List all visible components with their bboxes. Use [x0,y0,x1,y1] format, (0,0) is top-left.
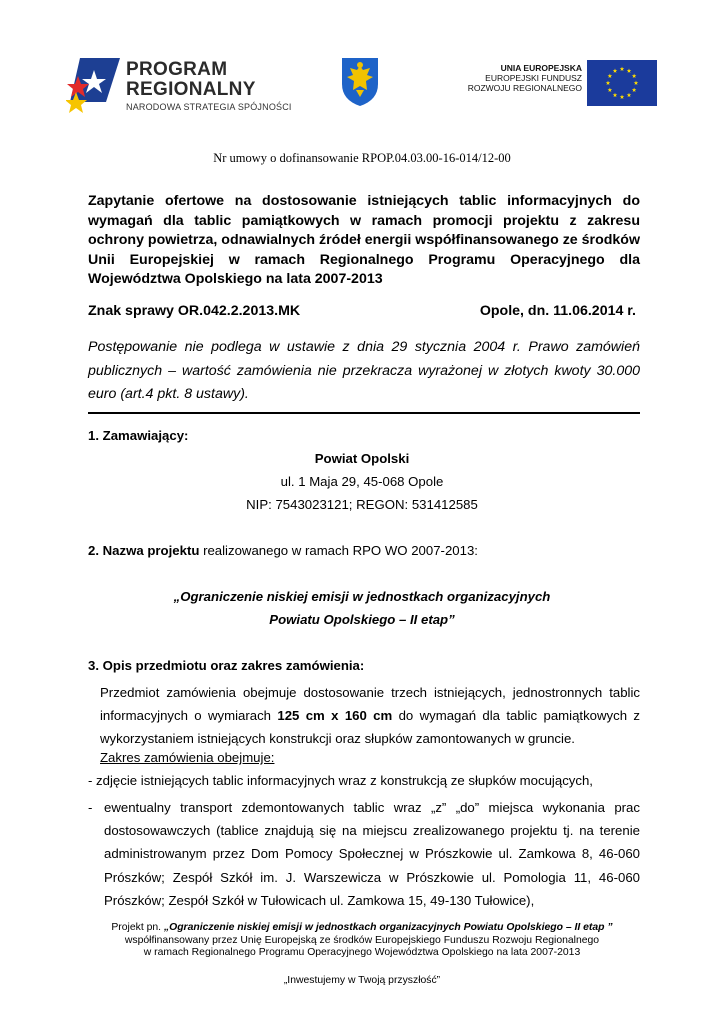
footer-line3: w ramach Regionalnego Programu Operacyjnego Województwa Opolskiego na lata 2007-2013 [143,947,581,959]
logo-line-strategy: NARODOWA STRATEGIA SPÓJNOŚCI [126,102,292,112]
eu-line-fund: EUROPEJSKI FUNDUSZ [485,73,582,83]
section3-paragraph-part2: do wymagań dla tablic pamiątkowych z wykorzystaniem istniejących konstrukcji oraz słupków zamontowanych w gruncie. [100,708,640,747]
procedure-note: Postępowanie nie podlega w ustawie z dnia 29 stycznia 2004 r. Prawo zamówień publicznych – wartość zamówienia nie przekracza wyrażonej w złotych kwoty 30.000 euro (art.4 pkt. 8 ustawy). [88,339,640,402]
eu-line-union: UNIA EUROPEJSKA [500,63,582,73]
document-title: Zapytanie ofertowe na dostosowanie istniejących tablic informacyjnych do wymagań dla tablic pamiątkowych w ramach promocji projektu z zakresu ochrony powietrza, odnawialnych źródeł energii współfinansowanego ze środków Unii Europejskiej w ramach Regionalnego Programu Operacyjnego dla Województwa Opolskiego na lata 2007-2013 [88,193,640,288]
eu-flag-icon [587,60,657,106]
logo-line-program: PROGRAM [126,59,228,80]
case-reference: Znak sprawy OR.042.2.2013.MK [88,303,301,319]
program-regionalny-logo [66,52,326,118]
contract-number: Nr umowy o dofinansowanie RPOP.04.03.00-16-014/12-00 [213,151,511,165]
ordering-party-address: ul. 1 Maja 29, 45-068 Opole [280,474,444,489]
section3-paragraph-part1: Przedmiot zamówienia obejmuje dostosowanie trzech istniejących, jednostronnych tablic informacyjnych o wymiarach [100,685,640,724]
section2-heading [88,543,478,558]
project-title-line2: Powiatu Opolskiego – II etap” [269,612,455,627]
section3-dimensions: 125 cm x 160 cm [277,708,393,724]
project-title-line1: „Ograniczenie niskiej emisji w jednostkach organizacyjnych [173,589,551,604]
place-date: Opole, dn. 11.06.2014 r. [479,303,636,319]
footer-motto: „Inwestujemy w Twoją przyszłość” [283,975,441,986]
section2-heading-bold: 2. Nazwa projektu [88,543,200,558]
footer-line1 [0,922,724,935]
horizontal-divider [88,412,640,414]
eu-line-development: ROZWOJU REGIONALNEGO [467,83,582,93]
logo-line-regionalny: REGIONALNY [126,79,256,100]
footer-prefix: Projekt pn. [111,922,164,933]
scope-item-removal: - zdjęcie istniejących tablic informacyjnych wraz z konstrukcją ze słupków mocujących, [88,773,593,788]
section1-heading: 1. Zamawiający: [88,428,189,443]
ordering-party-ids: NIP: 7543023121; REGON: 531412585 [246,497,478,512]
opolskie-crest-icon [340,56,380,108]
program-regionalny-emblem-icon [66,52,122,118]
eu-fund-label [460,63,582,93]
section3-paragraph [100,681,640,751]
footer-project-name: „Ograniczenie niskiej emisji w jednostkach organizacyjnych Powiatu Opolskiego – II etap ” [163,922,613,933]
section2-heading-rest: realizowanego w ramach RPO WO 2007-2013: [199,543,478,558]
footer-line2: współfinansowany przez Unię Europejską ze środków Europejskiego Funduszu Rozwoju Regionalnego [124,934,600,946]
ordering-party-name: Powiat Opolski [314,451,410,466]
page-footer [0,922,724,960]
section3-heading: 3. Opis przedmiotu oraz zakres zamówienia: [88,658,365,673]
bullet-dash: - [88,800,93,815]
scope-item-transport-text: ewentualny transport zdemontowanych tablic wraz „z” „do” miejsca wykonania prac dostosowawczych (tablice znajdują się na miejscu zrealizowanego projektu tj. na terenie administrowanym przez Dom Pomocy Społecznej w Prószkowie ul. Zamkowa 8, 46-060 Prószków; Zespół Szkół im. J. Warszewicza w Prószkowie ul. Pomologia 11, 46-060 Prószków; Zespół Szkół w Tułowicach ul. Zamkowa 15, 49-130 Tułowice), [104,800,640,908]
scope-item-transport [88,796,640,912]
scope-heading: Zakres zamówienia obejmuje: [100,750,275,765]
